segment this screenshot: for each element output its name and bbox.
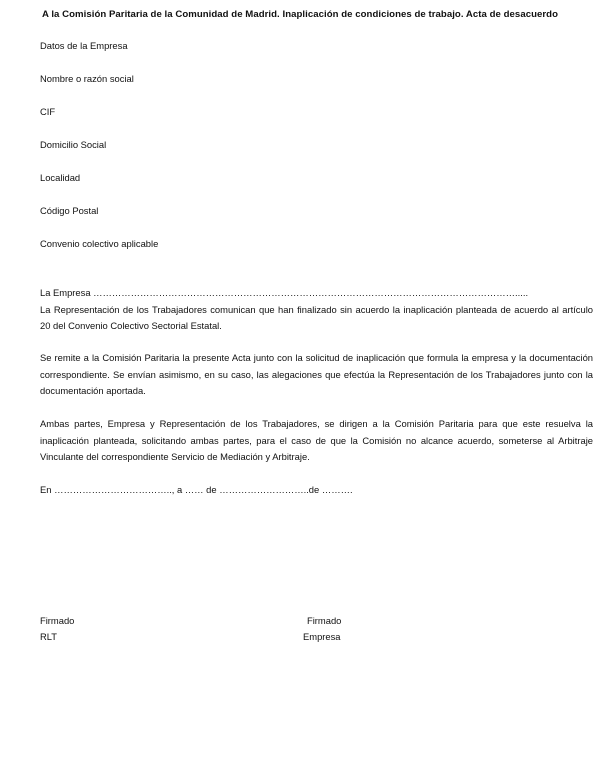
field-collective-agreement: Convenio colectivo aplicable	[40, 238, 159, 249]
paragraph-line: 20 del Convenio Colectivo Sectorial Estatal.	[40, 320, 222, 331]
company-name-line: La Empresa ……………………………………………………………………………………………………………………….....	[40, 287, 529, 298]
paragraph-line: La Representación de los Trabajadores comunican que han finalizado sin acuerdo la inaplicación planteada de acuerdo al artículo	[40, 303, 593, 315]
paragraph-arbitration	[40, 416, 593, 466]
field-cif: CIF	[40, 106, 56, 117]
paragraph-line: Se remite a la Comisión Paritaria la presente Acta junto con la solicitud de inaplicación que formula la empresa y la documentación	[40, 352, 593, 363]
paragraph-line: inaplicación planteada, solicitando ambas partes, para el caso de que la Comisión no alcance acuerdo, someterse al Arbitraje	[40, 434, 593, 446]
paragraph-line: Vinculante del correspondiente Servicio de Mediación y Arbitraje.	[40, 451, 310, 462]
paragraph-submission	[40, 350, 593, 400]
field-postal-code: Código Postal	[40, 205, 99, 216]
signature-label-company: Firmado	[307, 615, 342, 626]
field-locality: Localidad	[40, 172, 81, 183]
paragraph-line: Ambas partes, Empresa y Representación de los Trabajadores, se dirigen a la Comisión Paritaria para que este resuelva la	[40, 418, 593, 429]
date-place-line: En ……………………………….., a …… de ………………………..de ……….	[40, 484, 353, 495]
field-company-data: Datos de la Empresa	[40, 40, 128, 51]
signature-party-company: Empresa	[303, 631, 341, 642]
signature-label-rlt: Firmado	[40, 615, 75, 626]
paragraph-company-statement	[40, 285, 593, 335]
signature-party-rlt: RLT	[40, 631, 58, 642]
paragraph-line: correspondiente. Se envían asimismo, en su caso, las alegaciones que efectúa la Representación de los Trabajadores junto con la	[40, 368, 593, 380]
document-title: A la Comisión Paritaria de la Comunidad de Madrid. Inaplicación de condiciones de trabajo. Acta de desacuerdo	[42, 9, 558, 20]
paragraph-line: documentación aportada.	[40, 385, 146, 396]
field-address: Domicilio Social	[40, 139, 107, 150]
field-company-name: Nombre o razón social	[40, 73, 134, 84]
